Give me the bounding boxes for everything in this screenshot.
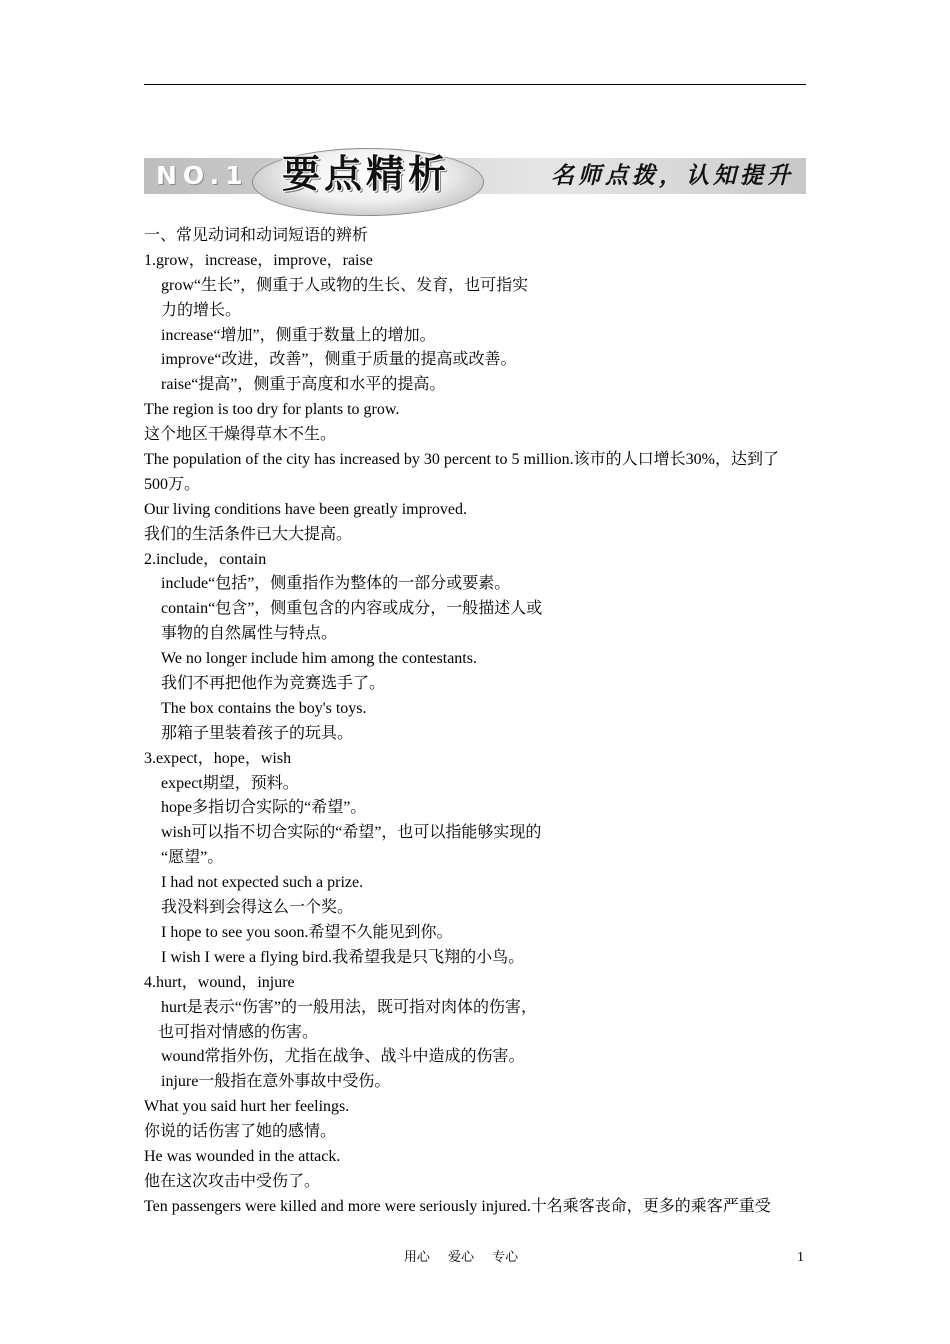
text-line: include“包括”，侧重指作为整体的一部分或要素。 <box>161 575 511 593</box>
text-line: 1.grow，increase，improve，raise <box>144 251 373 269</box>
text-line: grow“生长”，侧重于人或物的生长、发育，也可指实 <box>161 276 529 294</box>
text-line: We no longer include him among the contestants. <box>161 650 477 668</box>
text-line: I had not expected such a prize. <box>161 874 364 892</box>
text-line: 我们不再把他作为竞赛选手了。 <box>161 675 386 693</box>
text-line: 这个地区干燥得草木不生。 <box>144 426 337 444</box>
header-rule <box>144 84 806 85</box>
text-line: 事物的自然属性与特点。 <box>161 625 338 643</box>
text-line: hope多指切合实际的“希望”。 <box>161 799 367 817</box>
text-line: raise“提高”，侧重于高度和水平的提高。 <box>161 376 446 394</box>
text-line: The box contains the boy's toys. <box>161 699 367 717</box>
banner-number: NO.1 <box>156 161 249 190</box>
text-line: The region is too dry for plants to grow. <box>144 401 400 419</box>
text-line: 3.expect，hope，wish <box>144 749 292 767</box>
text-line: injure一般指在意外事故中受伤。 <box>161 1073 391 1091</box>
text-line: 那箱子里装着孩子的玩具。 <box>161 724 354 742</box>
text-line: Our living conditions have been greatly improved. <box>144 500 468 518</box>
text-line: The population of the city has increased by 30 percent to 5 million.该市的人口增长30%，达到了 <box>144 451 779 469</box>
text-line: 他在这次攻击中受伤了。 <box>144 1172 321 1190</box>
text-line: hurt是表示“伤害”的一般用法，既可指对肉体的伤害， <box>161 998 537 1016</box>
document-body <box>144 224 808 1220</box>
text-line: I hope to see you soon.希望不久能见到你。 <box>161 923 453 941</box>
section-banner <box>144 146 806 216</box>
text-line: 也可指对情感的伤害。 <box>158 1023 319 1041</box>
text-line: Ten passengers were killed and more were seriously injured.十名乘客丧命，更多的乘客严重受 <box>144 1197 771 1215</box>
text-line: contain“包含”，侧重包含的内容或成分，一般描述人或 <box>161 600 543 618</box>
text-line: 一、常见动词和动词短语的辨析 <box>144 227 369 244</box>
page-footer <box>0 1247 950 1269</box>
text-line: 4.hurt，wound，injure <box>144 973 295 991</box>
banner-title: 要点精析 <box>281 152 450 196</box>
text-line: 力的增长。 <box>161 301 242 319</box>
text-line: What you said hurt her feelings. <box>144 1098 350 1116</box>
text-line: 我们的生活条件已大大提高。 <box>144 525 353 543</box>
text-line: increase“增加”，侧重于数量上的增加。 <box>161 326 436 344</box>
text-line: improve“改进，改善”，侧重于质量的提高或改善。 <box>161 351 517 369</box>
text-line: 你说的话伤害了她的感情。 <box>144 1123 337 1141</box>
text-line: wish可以指不切合实际的“希望”，也可以指能够实现的 <box>161 824 542 842</box>
banner-slogan: 名师点拨，认知提升 <box>551 163 794 189</box>
text-line: He was wounded in the attack. <box>144 1147 341 1165</box>
text-line: wound常指外伤，尤指在战争、战斗中造成的伤害。 <box>161 1048 525 1066</box>
text-line: “愿望”。 <box>161 849 224 867</box>
text-line: expect期望，预料。 <box>161 774 299 792</box>
text-line: 我没料到会得这么一个奖。 <box>161 899 354 917</box>
page-number: 1 <box>797 1250 804 1265</box>
text-line: I wish I were a flying bird.我希望我是只飞翔的小鸟。 <box>161 948 525 966</box>
text-line: 500万。 <box>144 475 201 493</box>
text-line: 2.include，contain <box>144 550 267 568</box>
footer-motto: 用心 爱心 专心 <box>403 1250 519 1265</box>
